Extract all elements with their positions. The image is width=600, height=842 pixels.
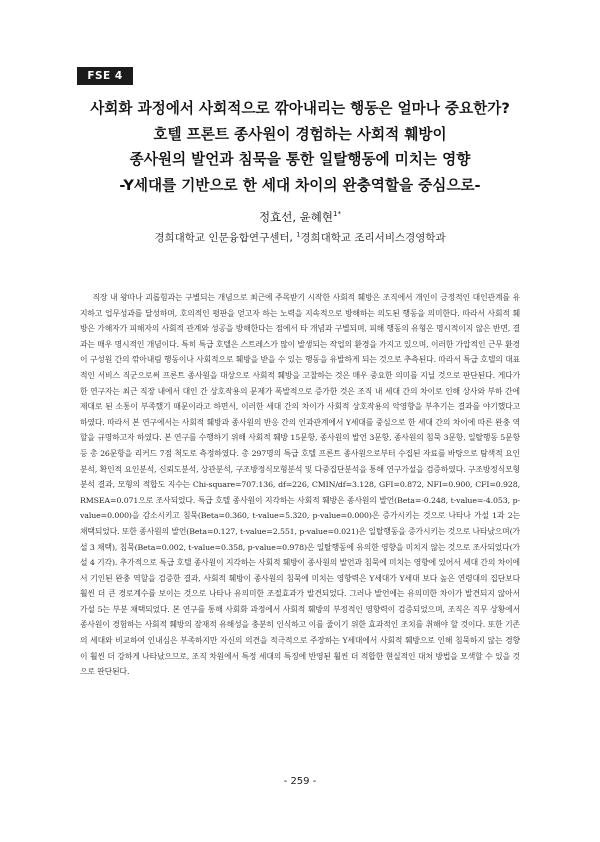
title-line: 호텔 프론트 종사원이 경험하는 사회적 훼방이 — [153, 125, 447, 143]
page-number: - 259 - — [283, 776, 317, 787]
abstract-body: 직장 내 왕따나 괴롭힘과는 구별되는 개념으로 최근에 주목받기 시작한 사회적 훼방은 조직에서 개인이 긍정적인 대인관계를 유지하고 업무성과를 달성하며, 호의적인 평판을 얻고자 하는 노력을 지속적으로 방해하는 의도된 행동을 의미한다. 따라서 사회적 훼방은 가해자가 피해자의 사회적 관계와 성공을 방해한다는 점에서 타 개념과 구별되며, 피해 행동의 유형은 명시적이지 않은 반면, 결과는 매우 명시적인 개념이다. 특히 특급 호텔은 스트레스가 많이 발생되는 작업의 환경을 가지고 있으며, 이러한 가압적인 근무 환경이 구성원 간의 깎아내림 행동이나 사회적으로 훼방을 받을 수 있는 행동을 유발하게 되는 것으로 추측된다. 따라서 특급 호텔의 대표적인 서비스 직군으로써 프론트 종사원을 대상으로 사회적 훼방을 고찰하는 것은 매우 중요한 의미를 지닐 것으로 판단된다. 게다가 한 연구자는 최근 직장 내에서 대인 간 상호작용의 문제가 폭발적으로 증가한 것은 조직 내 세대 간의 차이로 인해 상사와 부하 간에 제대로 된 소통이 부족했기 때문이라고 하면서, 이러한 세대 간의 차이가 사회적 상호작용의 악영향을 부추기는 결과를 야기했다고 하였다. 따라서 본 연구에서는 사회적 훼방과 종사원의 반응 간의 인과관계에서 Y세대를 중심으로 한 세대 간의 차이에 따른 완충 역할을 규명하고자 하였다. 본 연구를 수행하기 위해 사회적 훼방 15문항, 종사원의 발언 3문항, 종사원의 침묵 3문항, 일탈행동 5문항 등 총 26문항을 리커드 7점 척도로 측정하였다. 총 297명의 특급 호텔 프론트 종사원으로부터 수집된 자료를 바탕으로 탐색적 요인분석, 확인적 요인분석, 신뢰도분석, 상관분석, 구조방정식모형분석 및 다중집단분석을 통해 연구가설을 검증하였다. 구조방정식모형분석 결과, 모형의 적합도 지수는 Chi-square=707.136, df=226, CMIN/df=3.128, GFI=0.872, NFI=0.900, CFI=0.928, RMSEA=0.071으로 조사되었다. 특급 호텔 종사원이 지각하는 사회적 훼방은 종사원의 발언(Beta=-0.248, t-value=-4.053, p-value=0.000)을 감소시키고 침묵(Beta=0.360, t-value=5.320, p-value=0.000)은 증가시키는 것으로 나타나 가설 1과 2는 채택되었다. 또한 종사원의 발언(Beta=0.127, t-value=2.551, p-value=0.021)은 일탈행동을 증가시키는 것으로 나타났으며(가설 3 채택), 침묵(Beta=0.002, t-value=0.358, p-value=0.978)은 일탈행동에 유의한 영향을 미치지 않는 것으로 조사되었다(가설 4 기각). 추가적으로 특급 호텔 종사원이 지각하는 사회적 훼방이 종사원의 발언과 침묵에 미치는 영향에 있어서 세대 간의 차이에서 기인된 완충 역할을 검증한 결과, 사회적 훼방이 종사원의 침묵에 미치는 영향력은 Y세대가 Y세대 보다 높은 연령대의 집단보다 훨씬 더 큰 경로계수를 보이는 것으로 나타나 유의미한 조절효과가 발견되었다. 그러나 발언에는 유의미한 차이가 발견되지 않아서 가설 5는 부분 채택되었다. 본 연구를 통해 사회화 과정에서 사회적 훼방의 부정적인 영향력이 검증되었으며, 조직은 직무 상황에서 종사원이 경험하는 사회적 훼방의 잠재적 유해성을 충분히 인식하고 이를 줄이기 위한 효과적인 조치를 취해야 할 것이다. 또한 기존의 세대와 비교하여 인내심은 부족하지만 자신의 의견을 적극적으로 주장하는 Y세대에서 사회적 훼방으로 인해 침묵하지 않는 경향이 훨씬 더 강하게 나타났으므로, 조직 차원에서 특정 세대의 특징에 반영된 훨씬 더 적합한 현실적인 대처 방법을 모색할 수 있을 것으로 판단된다. — [80, 293, 520, 677]
section-tag: FSE 4 — [77, 67, 133, 85]
affiliation-mark: 1 — [296, 230, 301, 239]
title-line: 사회화 과정에서 사회적으로 깎아내리는 행동은 얼마나 중요한가? — [90, 100, 510, 117]
author-name: 윤혜현 — [299, 210, 333, 224]
author-separator: , — [292, 210, 300, 224]
affiliation-org: 경희대학교 인문융합연구센터 — [154, 232, 290, 244]
affiliation-separator: , — [289, 232, 297, 244]
paper-title — [0, 96, 600, 198]
affiliation-org: 경희대학교 조리서비스경영학과 — [300, 232, 446, 244]
author-mark: 1* — [333, 210, 341, 219]
subtitle-line: -Y세대를 기반으로 한 세대 차이의 완충역할을 중심으로- — [119, 176, 481, 194]
author-name: 정효선 — [259, 210, 293, 224]
affiliations — [0, 231, 600, 245]
author-list — [0, 208, 600, 226]
title-line: 종사원의 발언과 침묵을 통한 일탈행동에 미치는 영향 — [129, 151, 471, 168]
